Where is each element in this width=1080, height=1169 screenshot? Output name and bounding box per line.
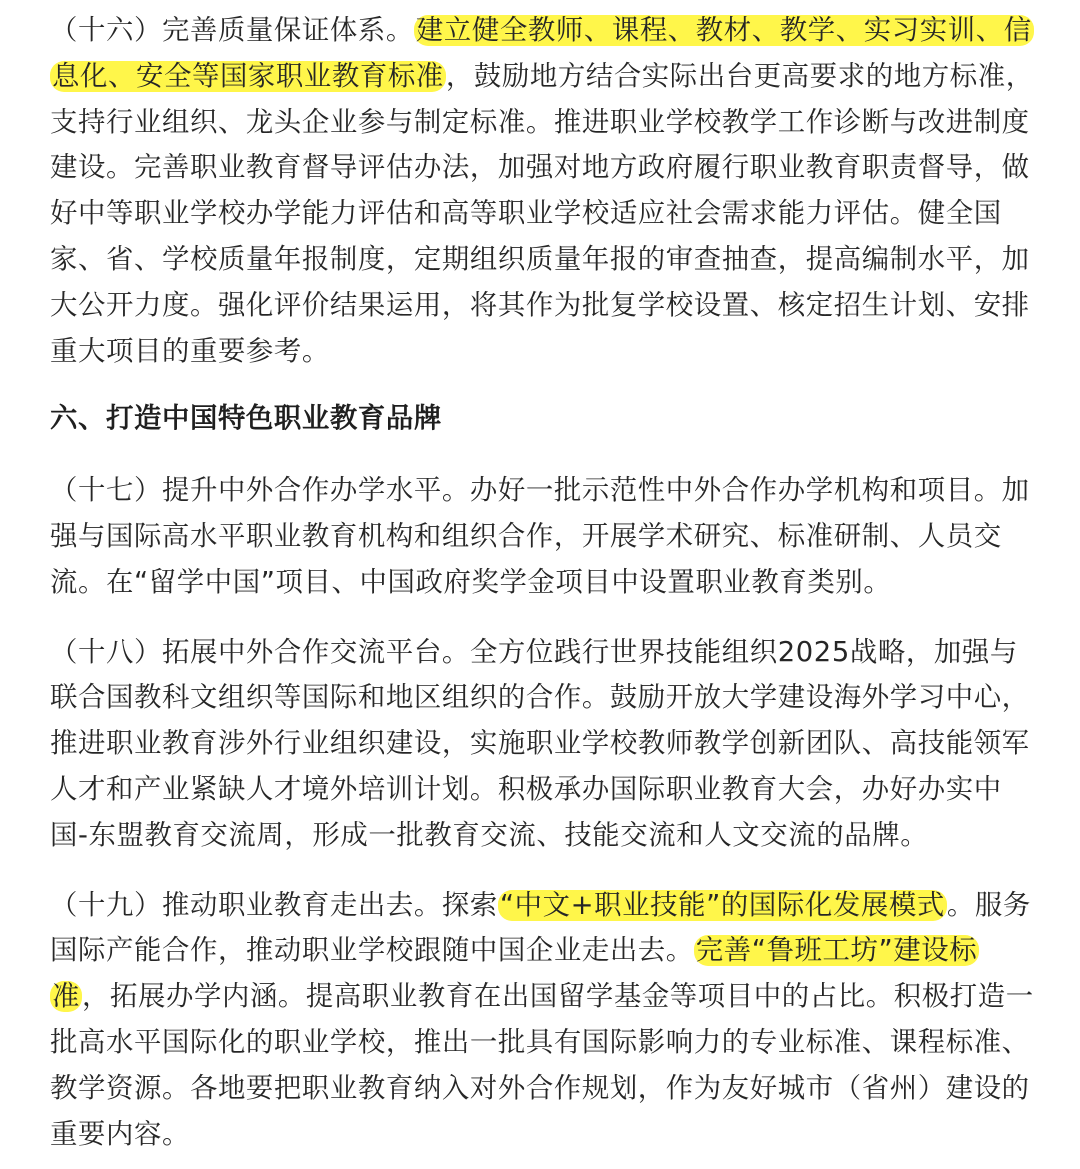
text-segment: （十六）完善质量保证体系。: [50, 15, 414, 46]
paragraph-19: [50, 883, 1035, 1158]
paragraph-16: [50, 8, 1035, 374]
document-body: [50, 8, 1035, 1157]
paragraph-17: [50, 468, 1035, 605]
spacer: [50, 606, 1035, 630]
text-segment: （十七）提升中外合作办学水平。办好一批示范性中外合作办学机构和项目。加强与国际高水平职业教育机构和组织合作，开展学术研究、标准研制、人员交流。在“留学中国”项目、中国政府奖学金项目中设置职业教育类别。: [50, 475, 1030, 598]
section-heading: 六、打造中国特色职业教育品牌: [50, 403, 442, 435]
spacer: [50, 442, 1035, 468]
text-segment: （十八）拓展中外合作交流平台。全方位践行世界技能组织2025战略，加强与联合国教科文组织等国际和地区组织的合作。鼓励开放大学建设海外学习中心，推进职业教育涉外行业组织建设，实施职业学校教师教学创新团队、高技能领军人才和产业紧缺人才境外培训计划。积极承办国际职业教育大会，办好办实中国-东盟教育交流周，形成一批教育交流、技能交流和人文交流的品牌。: [50, 636, 1030, 851]
text-segment: （十九）推动职业教育走出去。探索: [50, 889, 498, 921]
paragraph-18: [50, 630, 1035, 859]
highlighted-text: “中文+职业技能”的国际化发展模式: [499, 889, 945, 921]
text-segment: ，拓展办学内涵。提高职业教育在出国留学基金等项目中的占比。积极打造一批高水平国际化的职业学校，推出一批具有国际影响力的专业标准、课程标准、教学资源。各地要把职业教育纳入对外合作规划，作为友好城市（省州）建设的重要内容。: [50, 981, 1034, 1150]
text-segment: ，鼓励地方结合实际出台更高要求的地方标准，支持行业组织、龙头企业参与制定标准。推进职业学校教学工作诊断与改进制度建设。完善职业教育督导评估办法，加强对地方政府履行职业教育职责督导，做好中等职业学校办学能力评估和高等职业学校适应社会需求能力评估。健全国家、省、学校质量年报制度，定期组织质量年报的审查抽查，提高编制水平，加大公开力度。强化评价结果运用，将其作为批复学校设置、核定招生计划、安排重大项目的重要参考。: [50, 60, 1034, 367]
highlighted-text: 建立健全教师、课程、教材、教学、实习实训、信息化、安全等国家职业教育标准: [52, 15, 1032, 92]
highlighted-text: 完善“鲁班工坊”建设标准: [52, 935, 978, 1013]
spacer: [50, 374, 1035, 396]
spacer: [50, 859, 1035, 883]
text-segment: 。服务国际产能合作，推动职业学校跟随中国企业走出去。: [50, 889, 1031, 967]
